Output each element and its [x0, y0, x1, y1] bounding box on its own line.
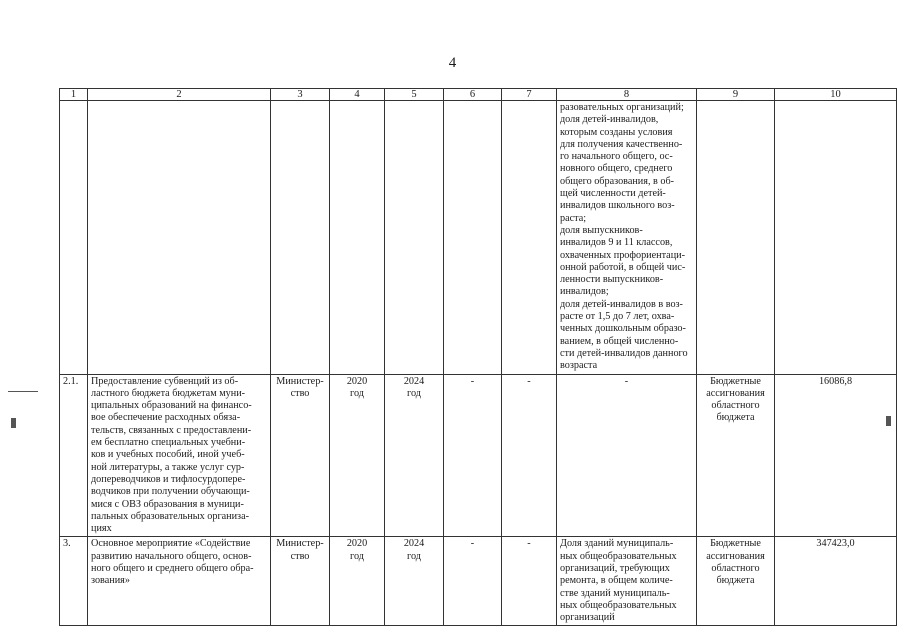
text-line: 2020 [346, 538, 368, 550]
scan-mark [8, 391, 38, 392]
text-line: областного [711, 400, 760, 412]
text-line: инвалидов школьного воз- [560, 200, 675, 212]
text-line: организаций [560, 612, 615, 624]
text-line: год [407, 550, 421, 562]
funding-source-cell [697, 374, 775, 537]
col7-cell: - [502, 537, 557, 626]
header-cell: 8 [557, 89, 697, 101]
funding-source-cell [697, 537, 775, 626]
col7-cell [502, 101, 557, 375]
table-row [60, 374, 897, 537]
text-line: общего образования, в об- [560, 175, 675, 187]
start-year-cell [330, 101, 385, 375]
text-line: расте от 1,5 до 7 лет, охва- [560, 311, 675, 323]
end-year-cell [385, 537, 444, 626]
col7-cell: - [502, 374, 557, 537]
text-line: доля детей-инвалидов, [560, 114, 659, 126]
text-line: сти детей-инвалидов данного [560, 347, 688, 359]
text-line: доля детей-инвалидов в воз- [560, 298, 683, 310]
text-line: циях [91, 523, 112, 535]
text-line: мися с ОВЗ образования в муници- [91, 498, 244, 510]
table-row [60, 101, 897, 375]
text-line: онной работой, в общей чис- [560, 261, 686, 273]
header-cell: 9 [697, 89, 775, 101]
text-line: бюджета [716, 412, 755, 424]
header-row [60, 89, 897, 101]
header-cell: 4 [330, 89, 385, 101]
text-line: ных общеобразовательных [560, 550, 677, 562]
text-line: ных общеобразовательных [560, 599, 677, 611]
text-line: год [350, 387, 364, 399]
text-line: ной литературы, а также услуг сур- [91, 461, 245, 473]
text-line: ассигнования [706, 387, 765, 399]
text-line: - [624, 375, 629, 387]
text-line: ванием, в общей численно- [560, 335, 679, 347]
text-line: тельств, связанных с предоставлени- [91, 424, 252, 436]
text-line: 2024 [403, 538, 425, 550]
scan-mark [11, 418, 16, 428]
text-line: Министер- [276, 538, 324, 550]
col6-cell: - [444, 537, 502, 626]
amount-cell: 347423,0 [775, 537, 897, 626]
amount-cell: 16086,8 [775, 374, 897, 537]
text-line: ципальных образований на финансо- [91, 400, 252, 412]
page-number: 4 [448, 55, 457, 71]
text-line: новного общего, среднего [560, 163, 673, 175]
indicator-cell [557, 101, 697, 375]
text-line: областного [711, 562, 760, 574]
executor-cell [271, 374, 330, 537]
measures-table [59, 88, 897, 626]
end-year-cell [385, 374, 444, 537]
header-cell: 3 [271, 89, 330, 101]
header-cell: 1 [60, 89, 88, 101]
text-line: Бюджетные [710, 375, 761, 387]
text-line: год [407, 387, 421, 399]
text-line: организаций, требующих [560, 562, 670, 574]
text-line: пальных образовательных организа- [91, 510, 249, 522]
table-row [60, 537, 897, 626]
text-line: бюджета [716, 575, 755, 587]
scan-mark [886, 416, 891, 426]
amount-cell [775, 101, 897, 375]
text-line: раста; [560, 212, 587, 224]
text-line: ем бесплатно специальных учебни- [91, 437, 246, 449]
indicator-cell [557, 537, 697, 626]
text-line: доля выпускников- [560, 224, 643, 236]
funding-source-cell [697, 101, 775, 375]
text-line: год [350, 550, 364, 562]
text-line: зования» [91, 575, 130, 587]
measure-name-cell [88, 374, 271, 537]
text-line: 2020 [346, 375, 368, 387]
measure-name-cell [88, 101, 271, 375]
start-year-cell [330, 537, 385, 626]
text-line: ластного бюджета бюджетам муни- [91, 387, 246, 399]
text-line: развитию начального общего, основ- [91, 550, 252, 562]
text-line: ство [290, 387, 310, 399]
text-line: ков и учебных пособий, иной учеб- [91, 449, 245, 461]
text-line: ченных дошкольным образо- [560, 323, 686, 335]
text-line: Бюджетные [710, 538, 761, 550]
executor-cell [271, 537, 330, 626]
text-line: Основное мероприятие «Содействие [91, 538, 251, 550]
text-line: 2024 [403, 375, 425, 387]
indicator-cell [557, 374, 697, 537]
header-cell: 6 [444, 89, 502, 101]
row-number-cell [60, 101, 88, 375]
row-number-cell: 2.1. [60, 374, 88, 537]
start-year-cell [330, 374, 385, 537]
header-cell: 10 [775, 89, 897, 101]
header-cell: 7 [502, 89, 557, 101]
text-line: го начального общего, ос- [560, 151, 673, 163]
text-line: ство [290, 550, 310, 562]
text-line: для получения качественно- [560, 138, 683, 150]
text-line: инвалидов; [560, 286, 609, 298]
text-line: которым созданы условия [560, 126, 673, 138]
text-line: ного общего и среднего общего обра- [91, 562, 254, 574]
text-line: допереводчиков и тифлосурдопере- [91, 473, 246, 485]
text-line: водчиков при получении обучающи- [91, 486, 250, 498]
text-line: разовательных организаций; [560, 102, 684, 113]
text-line: ремонта, в общем количе- [560, 575, 673, 587]
header-cell: 2 [88, 89, 271, 101]
end-year-cell [385, 101, 444, 375]
text-line: инвалидов 9 и 11 классов, [560, 237, 673, 249]
text-line: вое обеспечение расходных обяза- [91, 412, 241, 424]
header-cell: 5 [385, 89, 444, 101]
text-line: ленности выпускников- [560, 274, 664, 286]
text-line: щей численности детей- [560, 188, 666, 200]
text-line: Доля зданий муниципаль- [560, 538, 674, 550]
text-line: ассигнования [706, 550, 765, 562]
text-line: стве зданий муниципаль- [560, 587, 670, 599]
col6-cell: - [444, 374, 502, 537]
text-line: охваченных профориентаци- [560, 249, 686, 261]
text-line: возраста [560, 360, 598, 372]
row-number-cell: 3. [60, 537, 88, 626]
text-line: Предоставление субвенций из об- [91, 375, 239, 387]
measure-name-cell [88, 537, 271, 626]
col6-cell [444, 101, 502, 375]
text-line: Министер- [276, 375, 324, 387]
executor-cell [271, 101, 330, 375]
